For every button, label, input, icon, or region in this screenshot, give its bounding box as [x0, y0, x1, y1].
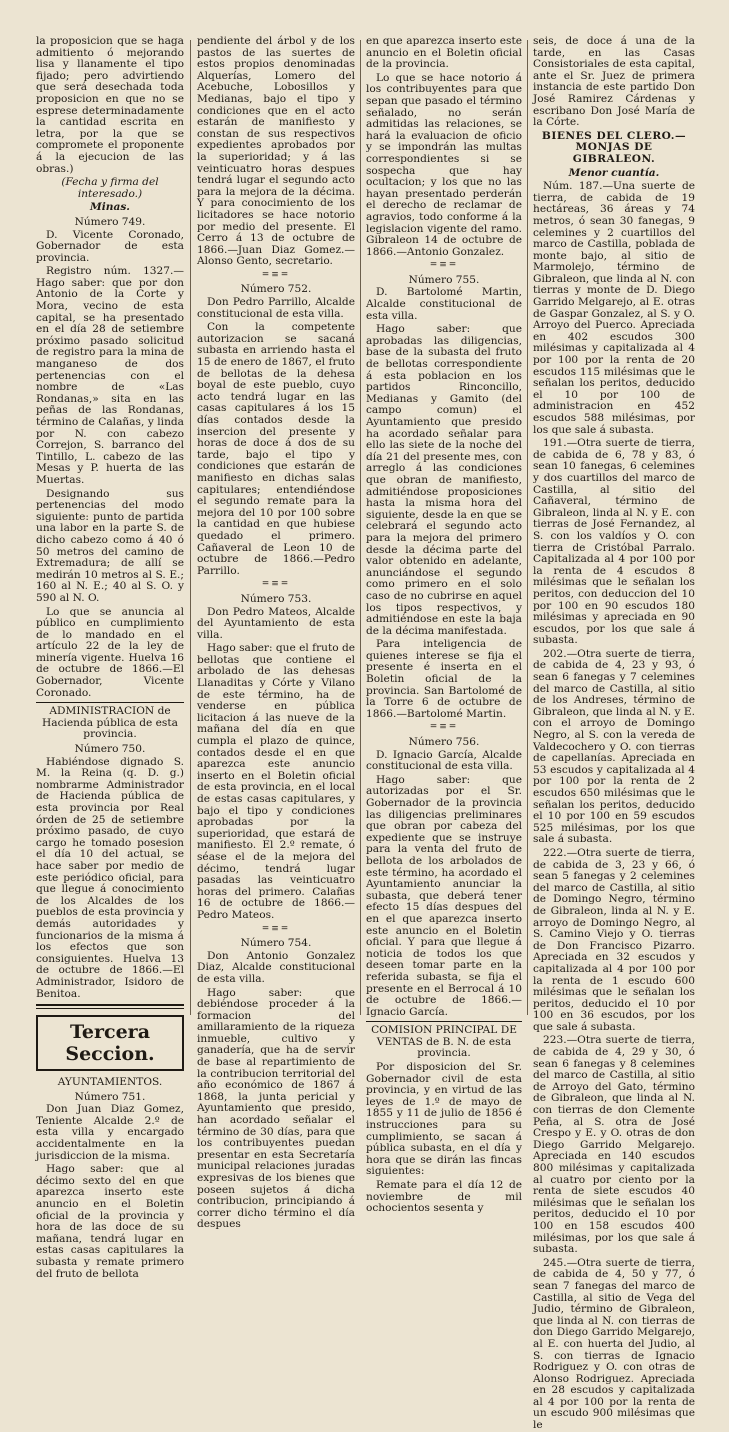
ornament-divider: =≡= — [429, 722, 459, 733]
paragraph: Hago saber: que autorizadas por el Sr. Gobernador de la provincia las diligencias preliminares que obran por cabeza del expediente que se instruye para la venta del fruto de bellota de los arbolados de este término, ha acordado el Ayuntamiento anunciar la subasta, que deberá tener efecto 15 días despues del en el que aparezca inserto este anuncio en el Boletin oficial. Y para que llegue á noticia de todos los que deseen tomar parte en la referida subasta, se fija el presente en el Berrocal á 10 de octubre de 1866.—Ignacio García. — [366, 773, 522, 1018]
paragraph: Don Pedro Mateos, Alcalde del Ayuntamiento de esta villa. — [197, 605, 355, 641]
paragraph: Núm. 187.—Una suerte de tierra, de cabida de 19 hectáreas, 36 áreas y 74 metros, ó sean 30 fanegas, 9 celemines y 2 cuartillos del marco de Castilla, poblada de monte bajo, al sitio de Marmolejo, término de Gibraleon, que linda al N. con tierras y monte de D. Diego Garrido Melgarejo, al E. otras de Gaspar Gonzalez, al S. y O. Arroyo del Puerco. Apreciada en 402 escudos 300 milésimas y capitalizada al 4 por 100 por la renta de 20 escudos 115 milésimas que le señalan los peritos, deducido el 10 por 100 de administracion en 452 escudos 588 milésimas, por los que sale á subasta. — [533, 180, 695, 436]
paragraph: Hago saber: que el fruto de bellotas que contiene el arbolado de las dehesas Llanaditas y Córte y Vilano de este término, ha de venderse en pública licitacion á las nueve de la mañana del día en que cumpla el plazo de quince, contados desde el en que aparezca este anuncio inserto en el Boletin oficial de esta provincia, en el local de estas casas capitulares, y bajo el tipo y condiciones aprobadas por la superioridad, que estará de manifiesto. El 2.º remate, ó séase el de la mejora del décimo, tendrá lugar pasadas las veinticuatro horas del primero. Calañas 16 de octubre de 1866.—Pedro Mateos. — [197, 642, 356, 921]
notice-number: Número 756. — [408, 736, 480, 749]
paragraph: Designando sus pertenencias del modo siguiente: punto de partida una labor en la parte S. de dicho cabezo como á 40 ó 50 metros del camino de Extremadura; de allí se medirán 10 metros al S. E.; 160 al N. E.; 40 al S. O. y 590 al N. O. — [36, 487, 184, 604]
section-title: Tercera Seccion. — [36, 1015, 184, 1071]
paragraph: D. Ignacio García, Alcalde constitucional de esta villa. — [366, 748, 522, 773]
section-heading: BIENES DEL CLERO.—MONJAS DE GIBRALEON. — [541, 129, 687, 165]
notice-number: Número 754. — [240, 937, 312, 950]
column-3 — [366, 35, 522, 1215]
section-heading: AYUNTAMIENTOS. — [57, 1076, 163, 1089]
paragraph: seis, de doce á una de la tarde, en las Casas Consistoriales de esta capital, ante el Sr. Juez de primera instancia de este partido Don José Ramirez Cárdenas y escribano Don José María de la Córte. — [533, 35, 695, 129]
section-heading: ADMINISTRACION de Hacienda pública de esta provincia. — [42, 705, 178, 741]
paragraph: Lo que se hace notorio á los contribuyentes para que sepan que pasado el término señalado, no serán admitidas las relaciones, se hará la evaluacion de oficio y se impondrán las multas correspondientes si se sospecha que hay ocultacion; y los que no las hayan presentado perderán el derecho de reclamar de agravios, todo conforme á la legislacion vigente del ramo. Gibraleon 14 de octubre de 1866.—Antonio Gonzalez. — [366, 71, 522, 258]
paragraph: 223.—Otra suerte de tierra, de cabida de 4, 29 y 30, ó sean 6 fanegas y 8 celemines del marco de Castilla, al sitio de Arroyo del Gato, término de Gibraleon, que linda al N. con tierras de don Clemente Peña, al S. otra de José Crespo y E. y O. otras de don Diego Garrido Melgarejo. Apreciada en 140 escudos 800 milésimas y capitalizada al cuatro por ciento por la renta de siete escudos 40 milésimas que le señalan los peritos, deducido el 10 por 100 en 158 escudos 400 milésimas, por los que sale á subasta. — [533, 1034, 695, 1256]
paragraph: Don Antonio Gonzalez Diaz, Alcalde constitucional de esta villa. — [197, 949, 355, 985]
paragraph: Don Pedro Parrillo, Alcalde constitucional de esta villa. — [197, 296, 355, 320]
paragraph: D. Bartolomé Martin, Alcalde constitucional de esta villa. — [366, 286, 522, 322]
divider — [366, 1021, 522, 1022]
signature-line: (Fecha y firma del interesado.) — [61, 176, 159, 200]
column-divider — [527, 40, 528, 1015]
paragraph: Lo que se anuncia al público en cumplimiento de lo mandado en el artículo 22 de la ley de minería vigente. Huelva 16 de octubre de 1866.—El Gobernador, Vicente Coronado. — [36, 605, 184, 699]
column-4 — [533, 35, 695, 1432]
column-divider — [360, 40, 361, 1015]
paragraph: Hago saber: que debiéndose proceder á la formacion del amillaramiento de la riqueza inmueble, cultivo y ganadería, que ha de servir de base al repartimiento de la contribucion territorial del año económico de 1867 á 1868, la junta pericial y Ayuntamiento que presido, han acordado señalar el término de 30 días, para que los contribuyentes puedan presentar en esta Secretaría municipal relaciones juradas expresivas de los bienes que poseen sujetos á dicha contribucion, principiando á correr dicho término el día despues — [197, 986, 355, 1231]
ornament-divider: =≡= — [429, 260, 459, 271]
section-heading: COMISION PRINCIPAL DE VENTAS de B. N. de esta provincia. — [371, 1024, 517, 1060]
double-rule — [36, 1004, 184, 1009]
notice-number: Número 755. — [408, 273, 480, 286]
paragraph: Hago saber: que al décimo sexto del en que aparezca inserto este anuncio en el Boletin oficial de la provincia y hora de las doce de su mañana, tendrá lugar en estas casas capitulares la subasta y remate primero del fruto de bellota — [36, 1163, 184, 1280]
paragraph: Registro núm. 1327.—Hago saber: que por don Antonio de la Corte y Mora, vecino de esta capital, se ha presentado en el día 28 de setiembre próximo pasado solicitud de registro para la mina de manganeso de dos pertenencias con el nombre de «Las Rondanas,» sita en las peñas de las Rondanas, término de Calañas, y linda por N. con cabezo Correjon, S. barranco del Tintillo, L. cabezo de las Mesas y P. huerta de las Muertas. — [36, 265, 184, 486]
paragraph: Para inteligencia de quienes interese se fija el presente é inserta en el Boletin oficial de la provincia. San Bartolomé de la Torre 6 de octubre de 1866.—Bartolomé Martin. — [366, 638, 522, 720]
paragraph: D. Vicente Coronado, Gobernador de esta provincia. — [36, 228, 184, 264]
paragraph: Hago saber: que aprobadas las diligencias, base de la subasta del fruto de bellotas correspondiente á esta poblacion en los partidos Rinconcillo, Medianas y Gamito (del campo comun) el Ayuntamiento que presido ha acordado señalar para ello las siete de la noche del día 21 del presente mes, con arreglo á las condiciones que obran de manifiesto, admitiéndose proposiciones hasta la misma hora del siguiente, desde la en que se celebrará el segundo acto para la mejora del primero desde la décima parte del valor obtenido en adelante, anunciándose el segundo como primero en el solo caso de no cubrirse en aquel los tipos respectivos, y admitiéndose en este la baja de la décima manifestada. — [366, 323, 522, 637]
column-divider — [190, 40, 191, 1015]
paragraph: Don Juan Diaz Gomez, Teniente Alcalde 2.º de esta villa y encargado accidentalmente en la jurisdiccion de la misma. — [36, 1103, 184, 1162]
paragraph: la proposicion que se haga admitiento ó mejorando lisa y llanamente el tipo fijado; pero advirtiendo que será desechada toda proposicion en que no se esprese determinadamente la cantidad escrita en letra, por la que se compromete el proponente á la ejecucion de las obras.) — [36, 35, 184, 175]
paragraph: pendiente del árbol y de los pastos de las suertes de estos propios denominadas Alquerías, Lomero del Acebuche, Lobosillos y Medianas, bajo el tipo y condiciones que en el acto estarán de manifiesto y constan de sus respectivos expedientes aprobados por la superioridad; y á las veinticuatro horas despues tendrá lugar el segundo acto para la mejora de la décima. Y para conocimiento de los licitadores se hace notorio por medio del presente. El Cerro á 13 de octubre de 1866.—Juan Diaz Gomez.—Alonso Gento, secretario. — [197, 35, 355, 268]
column-2 — [197, 35, 356, 1231]
paragraph: en que aparezca inserto este anuncio en el Boletin oficial de la provincia. — [366, 35, 522, 71]
notice-number: Número 749. — [74, 215, 146, 228]
section-subheading: Minas. — [90, 201, 130, 214]
ornament-divider: =≡= — [261, 923, 291, 934]
paragraph: 222.—Otra suerte de tierra, de cabida de 3, 23 y 66, ó sean 5 fanegas y 2 celemines del marco de Castilla, al sitio de Domingo Negro, término de Gibraleon, linda al N. y E. arroyo de Domingo Negro, al S. Camino Viejo y O. tierras de Don Francisco Pizarro. Apreciada en 32 escudos y capitalizada al 4 por 100 por la renta de 1 escudo 600 milésimas que le señalan los peritos, deducido el 10 por 100 en 36 escudos, por los que sale á subasta. — [533, 846, 695, 1033]
notice-number: Número 752. — [240, 283, 312, 296]
notice-number: Número 750. — [74, 743, 146, 756]
paragraph: Por disposicion del Sr. Gobernador civil de esta provincia, y en virtud de las leyes de 1.º de mayo de 1855 y 11 de julio de 1856 é instrucciones para su cumplimiento, se sacan á pública subasta, en el día y hora que se dirán las fincas siguientes: — [366, 1061, 522, 1178]
paragraph: 191.—Otra suerte de tierra, de cabida de 6, 78 y 83, ó sean 10 fanegas, 6 celemines y dos cuartillos del marco de Castilla, al sitio del Cañaveral, término de Gibraleon, linda al N. y E. con tierras de José Fernandez, al S. con los valdíos y O. con tierra de Cristóbal Parralo. Capitalizada al 4 por 100 por la renta de 4 escudos 8 milésimas que le señalan los peritos, con deduccion del 10 por 100 en 90 escudos 180 milésimas y apreciada en 90 escudos, por los que sale á subasta. — [533, 437, 695, 647]
notice-number: Número 751. — [74, 1090, 146, 1103]
ornament-divider: =≡= — [261, 269, 291, 280]
paragraph: 245.—Otra suerte de tierra, de cabida de 4, 50 y 77, ó sean 7 fanegas del marco de Castilla, al sitio de Vega del Judio, término de Gibraleon, que linda al N. con tierras de don Diego Garrido Melgarejo, al E. con huerta del Judio, al S. con tierras de Ignacio Rodriguez y O. con otras de Alonso Rodriguez. Apreciada en 28 escudos y capitalizada al 4 por 100 por la renta de un escudo 900 milésimas que le — [533, 1256, 695, 1432]
paragraph: Habiéndose dignado S. M. la Reina (q. D. g.) nombrarme Administrador de Hacienda pública de esta provincia por Real órden de 25 de setiembre próximo pasado, de cuyo cargo he tomado posesion el día 10 del actual, se hace saber por medio de este periódico oficial, para que llegue á conocimiento de los Alcaldes de los pueblos de esta provincia y demás autoridades y funcionarios de la misma á los efectos que son consiguientes. Huelva 13 de octubre de 1866.—El Administrador, Isidoro de Benitoa. — [36, 755, 184, 1000]
column-1 — [36, 35, 184, 1280]
notice-number: Número 753. — [240, 592, 312, 605]
section-subheading: Menor cuantía. — [568, 166, 660, 179]
paragraph: Remate para el día 12 de noviembre de mil ochocientos sesenta y — [366, 1179, 522, 1215]
ornament-divider: =≡= — [261, 579, 291, 590]
divider — [36, 702, 184, 703]
paragraph: Con la competente autorizacion se sacaná subasta en arriendo hasta el 15 de enero de 1867, el fruto de bellotas de la dehesa boyal de este pueblo, cuyo acto tendrá lugar en las casas capitulares á los 15 días contados desde la insercion del presente y horas de doce á dos de su tarde, bajo el tipo y condiciones que estarán de manifiesto en dichas salas capitulares; entendiéndose el segundo remate para la mejora del 10 por 100 sobre la cantidad en que hubiese quedado el primero. Cañaveral de Leon 10 de octubre de 1866.—Pedro Parrillo. — [197, 321, 355, 577]
paragraph: 202.—Otra suerte de tierra, de cabida de 4, 23 y 93, ó sean 6 fanegas y 7 celemines del marco de Castilla, al sitio de los Andreses, término de Gibraleon, que linda al N. y E. con el arroyo de Domingo Negro, al S. con la vereda de Valdecochero y O. con tierras de capellanías. Apreciada en 53 escudos y capitalizada al 4 por 100 por la renta de 2 escudos 650 milésimas que le señalan los peritos, deducido el 10 por 100 en 59 escudos 525 milésimas, por los que sale á subasta. — [533, 647, 695, 846]
